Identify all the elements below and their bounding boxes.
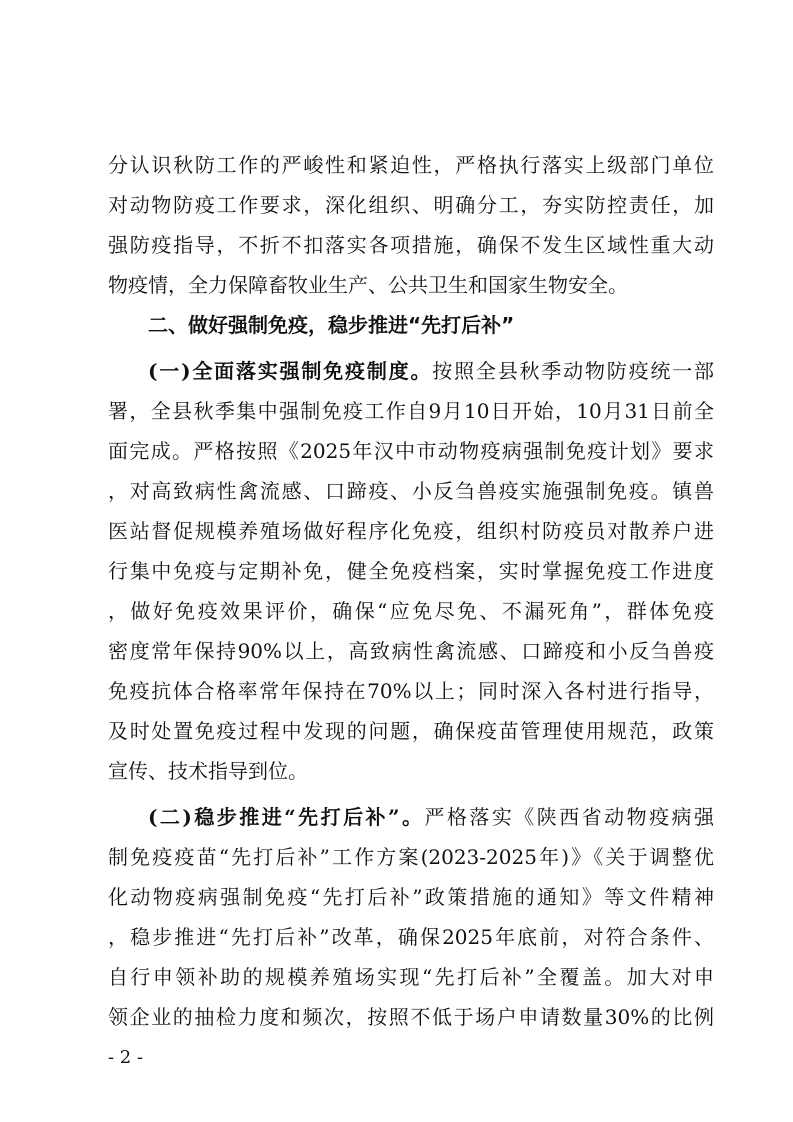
paragraph-line: 宣传、技术指导到位。: [108, 759, 308, 783]
intro-line: 物疫情，全力保障畜牧业生产、公共卫生和国家生物安全。: [108, 273, 628, 297]
paragraph-line: 面完成。严格按照《2025年汉中市动物疫病强制免疫计划》要求: [108, 439, 714, 463]
paragraph-line: ，做好免疫效果评价，确保“应免尽免、不漏死角”，群体免疫: [108, 599, 714, 623]
paragraph-line: ，对高致病性禽流感、口蹄疫、小反刍兽疫实施强制免疫。镇兽: [108, 479, 714, 503]
paragraph-text: 按照全县秋季动物防疫统一部: [432, 359, 714, 383]
paragraph-line: 署，全县秋季集中强制免疫工作自9月10日开始，10月31日前全: [108, 399, 714, 423]
document-body: [108, 145, 714, 1037]
paragraph-line: 及时处置免疫过程中发现的问题，确保疫苗管理使用规范，政策: [108, 719, 714, 743]
paragraph-line: ，稳步推进“先打后补”改革，确保2025年底前，对符合条件、: [108, 925, 714, 949]
section-heading: 二、做好强制免疫，稳步推进“先打后补”: [148, 313, 515, 337]
intro-line: 强防疫指导，不折不扣落实各项措施，确保不发生区域性重大动: [108, 233, 714, 257]
paragraph-mandatory-immunization: [108, 351, 714, 791]
paragraph-text: 严格落实《陕西省动物疫病强: [424, 805, 714, 829]
paragraph-line: 领企业的抽检力度和频次，按照不低于场户申请数量30%的比例: [108, 1005, 714, 1029]
paragraph-pay-after-vaccination: [108, 797, 714, 1037]
paragraph-line: 免疫抗体合格率常年保持在70%以上；同时深入各村进行指导，: [108, 679, 714, 703]
page-number: - 2 -: [108, 1047, 144, 1068]
paragraph-line: 化动物疫病强制免疫“先打后补”政策措施的通知》等文件精神: [108, 885, 714, 909]
intro-line: 对动物防疫工作要求，深化组织、明确分工，夯实防控责任，加: [108, 193, 714, 217]
paragraph-line: 制免疫疫苗“先打后补”工作方案(2023-2025年)》《关于调整优: [108, 845, 714, 869]
paragraph-line: 行集中免疫与定期补免，健全免疫档案，实时掌握免疫工作进度: [108, 559, 714, 583]
subheading-mandatory-immunization: (一)全面落实强制免疫制度。: [148, 359, 433, 383]
intro-paragraph: [108, 145, 714, 305]
paragraph-first-line: [108, 351, 714, 391]
paragraph-first-line: [108, 797, 714, 837]
paragraph-line: 自行申领补助的规模养殖场实现“先打后补”全覆盖。加大对申: [108, 965, 714, 989]
intro-line: 分认识秋防工作的严峻性和紧迫性，严格执行落实上级部门单位: [108, 153, 714, 177]
paragraph-line: 医站督促规模养殖场做好程序化免疫，组织村防疫员对散养户进: [108, 519, 714, 543]
paragraph-line: 密度常年保持90%以上，高致病性禽流感、口蹄疫和小反刍兽疫: [108, 639, 714, 663]
subheading-pay-after-vaccination: (二)稳步推进“先打后补”。: [148, 805, 425, 829]
